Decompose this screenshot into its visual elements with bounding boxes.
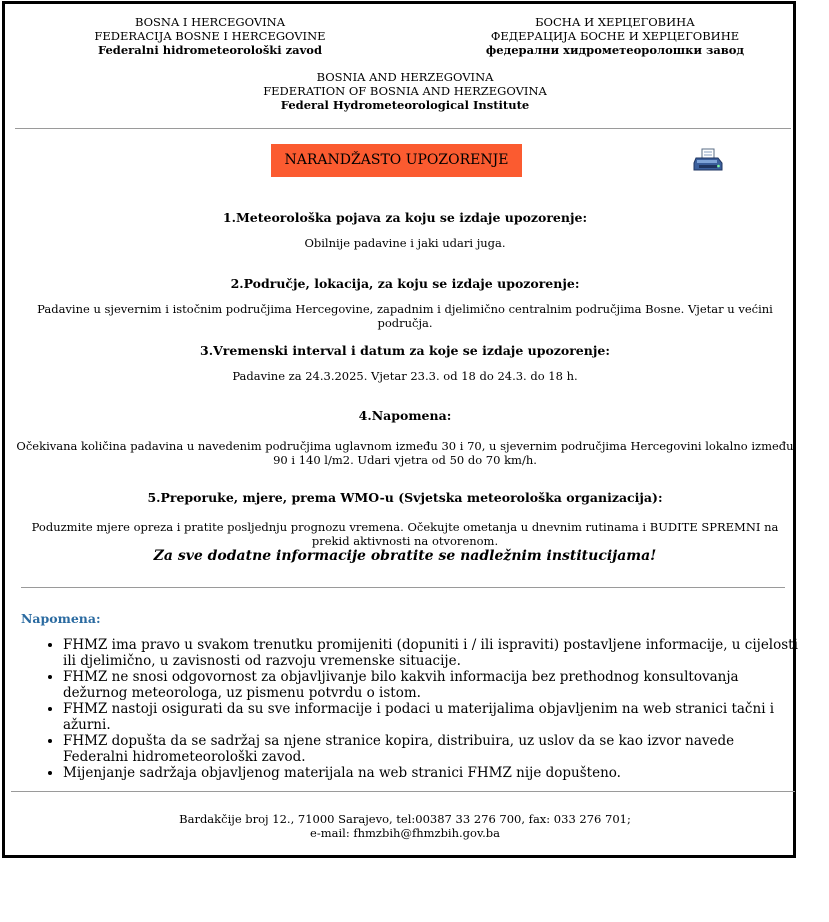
section-area-body: Padavine u sjevernim i istočnim područjima Hercegovine, zapadnim i djelimično centralnim područjima Bosne. Vjetar u većini područja. [37,302,773,330]
page-frame [2,1,796,858]
section-phenomenon-title: 1.Meteorološka pojava za koju se izdaje upozorenje: [222,210,588,225]
header-divider [15,128,791,129]
section-remark-body: Očekivana količina padavina u navedenim područjima uglavnom između 30 i 70, u sjevernim područjima Hercegovini lokalno između 90 i 140 l/m2. Udari vjetra od 50 do 70 km/h. [16,439,794,467]
section-interval-body: Padavine za 24.3.2025. Vjetar 23.3. od 18 do 24.3. do 18 h. [232,369,578,383]
content-divider [21,587,785,588]
header-institute: Federalni hidrometeorološki zavod [97,43,323,57]
footer-email: e-mail: fhmzbih@fhmzbih.gov.ba [310,826,500,840]
section-interval-title: 3.Vremenski interval i datum za koje se izdaje upozorenje: [200,343,610,358]
section-recommendations-body: Poduzmite mjere opreza i pratite posljednju prognozu vremena. Očekujte ometanja u dnevnim rutinama i BUDITE SPREMNI na prekid aktivnosti na otvorenom. [31,520,779,548]
header-institute: федерални хидрометеоролошки завод [485,43,745,57]
header-country: BOSNA I HERCEGOVINA [134,15,286,29]
list-item: • FHMZ ima pravo u svakom trenutku promijeniti (dopuniti i / ili ispraviti) postavljene informacije, u cijelosti ili djelimično, u zavisnosti od razvoju vremenske situacije. [63,637,803,669]
printer-icon[interactable] [693,148,723,174]
note-list [23,637,803,781]
header-federation: FEDERACIJA BOSNE I HERCEGOVINE [94,29,326,43]
list-item: • FHMZ ne snosi odgovornost za objavljivanje bilo kakvih informacija bez prethodnog konsultovanja dežurnog meteorologa, uz pismenu potvrdu o istom. [63,669,803,701]
section-recommendations-title: 5.Preporuke, mjere, prema WMO-u (Svjetska meteorološka organizacija): [147,490,663,505]
note-heading: Napomena: [21,611,101,626]
list-item: • Mijenjanje sadržaja objavljenog materijala na web stranici FHMZ nije dopušteno. [63,765,803,781]
header-local-cyrillic [470,15,760,57]
header-institute: Federal Hydrometeorological Institute [280,98,530,112]
header-country: БОСНА И ХЕРЦЕГОВИНА [535,15,695,29]
header-federation: FEDERATION OF BOSNIA AND HERZEGOVINA [263,84,547,98]
section-remark-title: 4.Napomena: [358,408,452,423]
header-country: BOSNIA AND HERZEGOVINA [316,70,494,84]
warning-level-badge: NARANDŽASTO UPOZORENJE [271,144,522,177]
list-item: • FHMZ nastoji osigurati da su sve informacije i podaci u materijalima objavljenim na web stranici tačni i ažurni. [63,701,803,733]
header-english [240,70,570,112]
contact-institutions-notice: Za sve dodatne informacije obratite se nadležnim institucijama! [153,548,657,564]
footer-address: Bardakčije broj 12., 71000 Sarajevo, tel:00387 33 276 700, fax: 033 276 701; [179,812,631,826]
footer-divider [11,791,795,792]
section-area-title: 2.Područje, lokacija, za koju se izdaje upozorenje: [230,276,580,291]
header-federation: ФЕДЕРАЦИЈА БОСНЕ И ХЕРЦЕГОВИНЕ [490,29,740,43]
section-phenomenon-body: Obilnije padavine i jaki udari juga. [304,236,506,250]
list-item: • FHMZ dopušta da se sadržaj sa njene stranice kopira, distribuira, uz uslov da se kao izvor navede Federalni hidrometeorološki zavod. [63,733,803,765]
header-local-latin [65,15,355,57]
footer [15,812,795,840]
